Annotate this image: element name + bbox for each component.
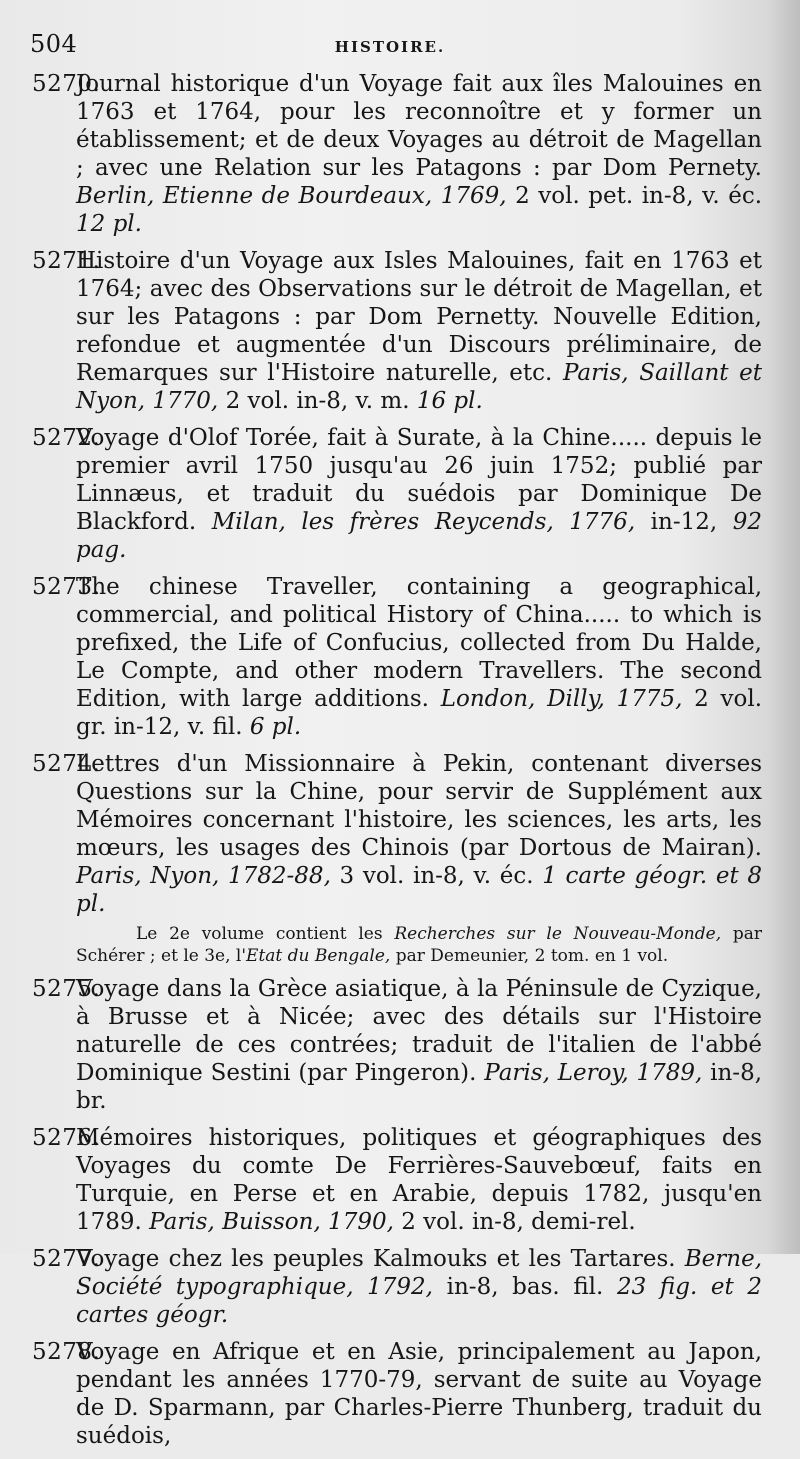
entry-plates: 12 pl. (76, 211, 142, 237)
entry-format: 2 vol. gr. in-12, v. fil. (76, 686, 763, 740)
entry-number: 5278 . (32, 1338, 100, 1366)
entry-number: 5270 . (32, 70, 100, 98)
note-text: Le 2e volume contient les (136, 924, 383, 944)
page-number: 504 (30, 30, 78, 58)
entry-number: 5274 . (32, 750, 100, 778)
entry-text: Lettres d'un Missionnaire à Pekin, contenant diverses Questions sur la Chine, pour servir de Supplément aux Mémoires concernant l'histoire, les sciences, les arts, les mœurs, les usages des Chinois (par Dortous de Mairan). (76, 751, 762, 861)
entry-text: Voyage d'Olof Torée, fait à Surate, à la Chine..... depuis le premier avril 1750 jusqu'au 26 juin 1752; publié par Linnæus, et traduit du suédois par Dominique De Blackford. (76, 425, 762, 535)
note-title: Recherches sur le Nouveau-Monde, (394, 924, 722, 944)
note-text: par Demeunier, 2 tom. en 1 vol. (395, 946, 669, 966)
entry-plates: 92 pag. (76, 509, 763, 563)
entry-number: 5277 . (32, 1245, 100, 1273)
catalogue-entry-5271 (0, 247, 800, 415)
entry-format: in-8, br. (76, 1060, 763, 1114)
entry-format: 2 vol. in-8, v. m. (225, 388, 410, 414)
entry-text: Voyage dans la Grèce asiatique, à la Péninsule de Cyzique, à Brusse et à Nicée; avec des détails sur l'Histoire naturelle de ces contrées; traduit de l'italien de l'abbé Dominique Sestini (par Pingeron). (76, 976, 762, 1086)
catalogue-entries (0, 70, 800, 1459)
entry-text: Mémoires historiques, politiques et géographiques des Voyages du comte De Ferrières-Sauvebœuf, faits en Turquie, en Perse et en Arabie, depuis 1782, jusqu'en 1789. (76, 1125, 762, 1235)
entry-format: in-8, bas. fil. (446, 1274, 604, 1300)
catalogue-entry-5274 (0, 750, 800, 918)
entry-imprint: Paris, Leroy, 1789, (484, 1060, 703, 1086)
entry-format: 2 vol. in-8, demi-rel. (401, 1209, 636, 1235)
entry-text: Histoire d'un Voyage aux Isles Malouines, fait en 1763 et 1764; avec des Observations sur le détroit de Magellan, et sur les Patagons : par Dom Pernetty. Nouvelle Edition, refondue et augmentée d'un Discours préliminaire, de Remarques sur l'Histoire naturelle, etc. (76, 248, 762, 386)
entry-plates: 1 carte géogr. et 8 pl. (76, 863, 763, 917)
entry-imprint: Paris, Buisson, 1790, (149, 1209, 394, 1235)
entry-imprint: London, Dilly, 1775, (440, 686, 683, 712)
entry-format: 3 vol. in-8, v. éc. (339, 863, 534, 889)
catalogue-entry-5275 (0, 975, 800, 1115)
entry-plates: 6 pl. (249, 714, 302, 740)
entry-text: Journal historique d'un Voyage fait aux îles Malouines en 1763 et 1764, pour les reconnoître et y former un établissement; et de deux Voyages au détroit de Magellan ; avec une Relation sur les Patagons : par Dom Pernety. (76, 71, 762, 181)
running-head: HISTOIRE. (334, 38, 446, 56)
entry-format: in-12, (650, 509, 718, 535)
page-header (30, 30, 750, 70)
entry-imprint: Berlin, Etienne de Bourdeaux, 1769, (76, 183, 507, 209)
entry-imprint: Berne, Société typographique, 1792, (76, 1246, 763, 1300)
entry-number: 5273 . (32, 573, 100, 601)
entry-number: 5276 . (32, 1124, 100, 1152)
catalogue-entry-5277 (0, 1245, 800, 1329)
entry-format: 2 vol. pet. in-8, v. éc. (515, 183, 763, 209)
catalogue-entry-5278 (0, 1338, 800, 1450)
entry-imprint: Paris, Nyon, 1782-88, (76, 863, 331, 889)
entry-imprint: Milan, les frères Reycends, 1776, (211, 509, 636, 535)
entry-number: 5275 . (32, 975, 100, 1003)
catalogue-entry-5270 (0, 70, 800, 238)
entry-text: Voyage en Afrique et en Asie, principalement au Japon, pendant les années 1770-79, servant de suite au Voyage de D. Sparmann, par Charles-Pierre Thunberg, traduit du suédois, (76, 1339, 762, 1449)
catalogue-entry-5273 (0, 573, 800, 741)
catalogue-entry-5272 (0, 424, 800, 564)
catalogue-entry-5276 (0, 1124, 800, 1236)
entry-number: 5271 . (32, 247, 100, 275)
note-title: Etat du Bengale, (246, 946, 391, 966)
entry-5274-note (0, 923, 800, 967)
note-text: par Schérer ; et le 3e, l' (76, 924, 762, 966)
entry-imprint: Paris, Saillant et Nyon, 1770, (76, 360, 762, 414)
entry-plates: 16 pl. (416, 388, 483, 414)
entry-text: Voyage chez les peuples Kalmouks et les Tartares. (76, 1246, 676, 1272)
entry-plates: 23 fig. et 2 cartes géogr. (76, 1274, 762, 1328)
entry-text: The chinese Traveller, containing a geographical, commercial, and political History of China..... to which is prefixed, the Life of Confucius, collected from Du Halde, Le Compte, and other modern Travellers. The second Edition, with large additions. (76, 574, 762, 712)
entry-number: 5272 . (32, 424, 100, 452)
